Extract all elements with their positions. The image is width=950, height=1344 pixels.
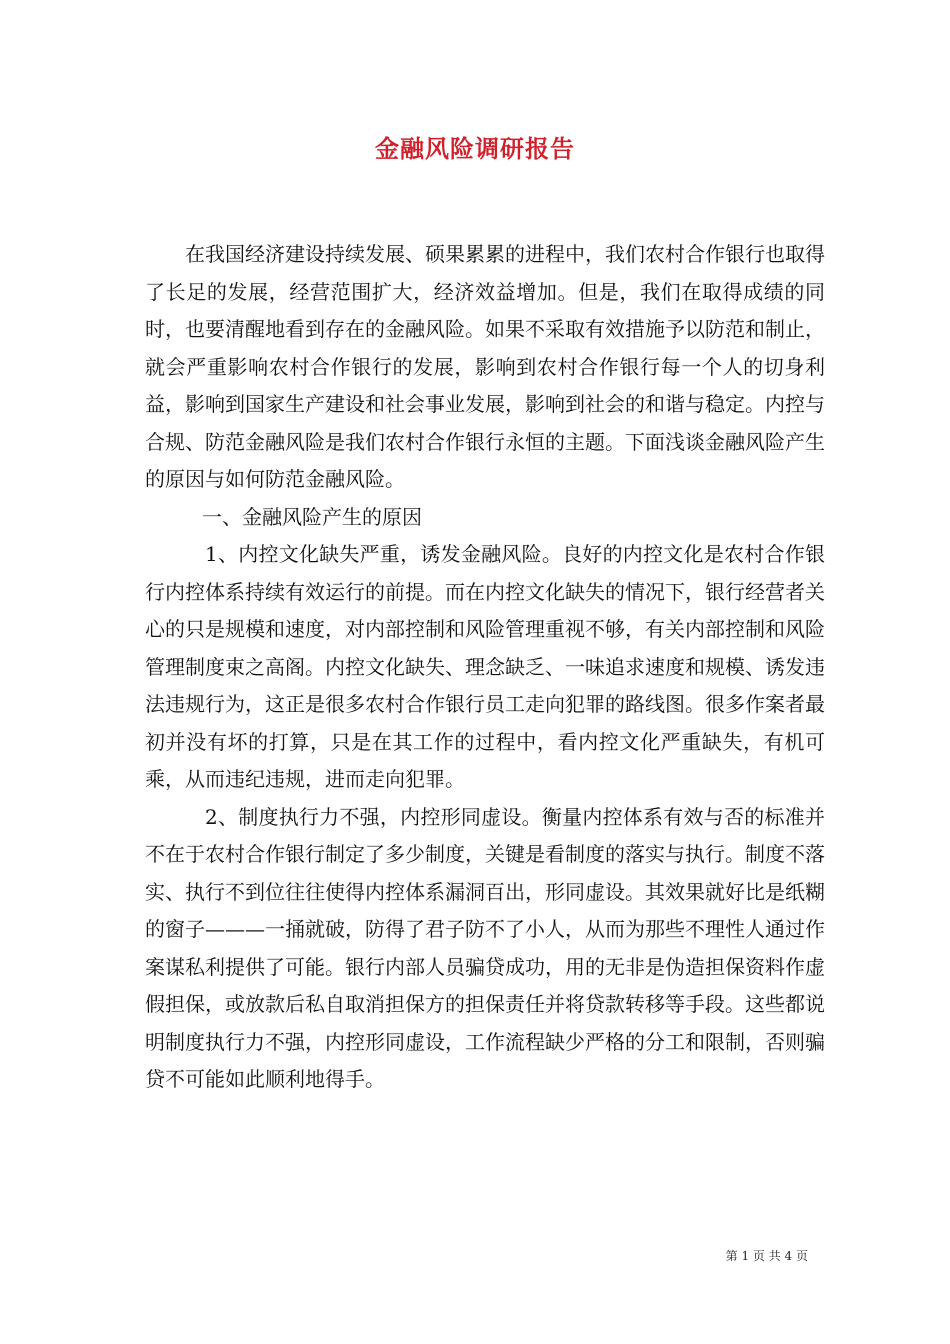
section-heading: 一、金融风险产生的原因 [202,504,422,529]
paragraph-point-1: 1、内控文化缺失严重，诱发金融风险。良好的内控文化是农村合作银行内控体系持续有效运行的前提。而在内控文化缺失的情况下，银行经营者关心的只是规模和速度，对内部控制和风险管理重视不够，有关内部控制和风险管理制度束之高阁。内控文化缺失、理念缺乏、一味追求速度和规模、诱发违法违规行为，这正是很多农村合作银行员工走向犯罪的路线图。很多作案者最初并没有坏的打算，只是在其工作的过程中，看内控文化严重缺失，有机可乘，从而违纪违规，进而走向犯罪。 [145,542,825,791]
page-footer: 第 1 页 共 4 页 [725,1249,808,1263]
paragraph-intro: 在我国经济建设持续发展、硕果累累的进程中，我们农村合作银行也取得了长足的发展，经营范围扩大，经济效益增加。但是，我们在取得成绩的同时，也要清醒地看到存在的金融风险。如果不采取有效措施予以防范和制止，就会严重影响农村合作银行的发展，影响到农村合作银行每一个人的切身利益，影响到国家生产建设和社会事业发展，影响到社会的和谐与稳定。内控与合规、防范金融风险是我们农村合作银行永恒的主题。下面浅谈金融风险产生的原因与如何防范金融风险。 [145,242,825,491]
document-title: 金融风险调研报告 [375,134,575,163]
document-body [145,236,825,1099]
paragraph-point-2: 2、制度执行力不强，内控形同虚设。衡量内控体系有效与否的标准并不在于农村合作银行制定了多少制度，关键是看制度的落实与执行。制度不落实、执行不到位往往使得内控体系漏洞百出，形同虚设。其效果就好比是纸糊的窗子———一捅就破，防得了君子防不了小人，从而为那些不理性人通过作案谋私利提供了可能。银行内部人员骗贷成功，用的无非是伪造担保资料作虚假担保，或放款后私自取消担保方的担保责任并将贷款转移等手段。这些都说明制度执行力不强，内控形同虚设，工作流程缺少严格的分工和限制，否则骗贷不可能如此顺利地得手。 [145,804,825,1091]
